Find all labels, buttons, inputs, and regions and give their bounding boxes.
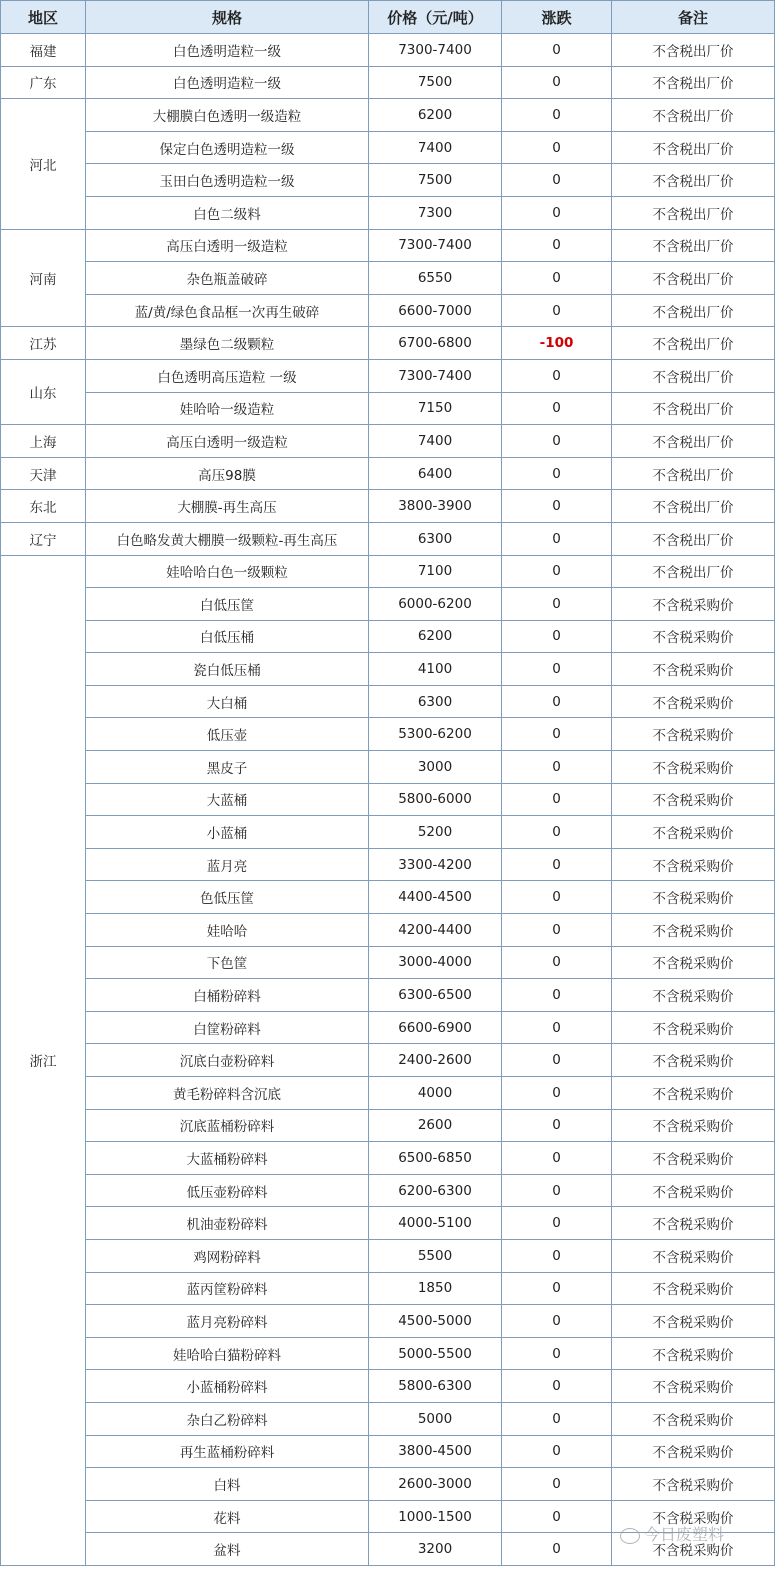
price-cell: 3000-4000	[369, 946, 502, 979]
price-cell: 6600-6900	[369, 1011, 502, 1044]
header-spec: 规格	[86, 1, 369, 34]
change-cell: 0	[502, 359, 612, 392]
table-row	[1, 1077, 775, 1110]
table-row	[1, 1142, 775, 1175]
price-cell: 6300-6500	[369, 979, 502, 1012]
price-cell: 6300	[369, 685, 502, 718]
note-cell: 不含税采购价	[612, 1402, 775, 1435]
spec-cell: 白色透明造粒一级	[86, 34, 369, 67]
spec-cell: 白低压桶	[86, 620, 369, 653]
change-cell: 0	[502, 34, 612, 67]
change-cell: 0	[502, 1337, 612, 1370]
change-cell: 0	[502, 620, 612, 653]
price-cell: 7100	[369, 555, 502, 588]
price-cell: 6000-6200	[369, 588, 502, 621]
table-row	[1, 1272, 775, 1305]
spec-cell: 低压壶粉碎料	[86, 1174, 369, 1207]
change-cell: 0	[502, 1077, 612, 1110]
price-cell: 3200	[369, 1533, 502, 1566]
price-cell: 5500	[369, 1239, 502, 1272]
spec-cell: 蓝丙筐粉碎料	[86, 1272, 369, 1305]
table-row	[1, 783, 775, 816]
price-cell: 6700-6800	[369, 327, 502, 360]
table-row	[1, 490, 775, 523]
price-cell: 4100	[369, 653, 502, 686]
price-cell: 3800-4500	[369, 1435, 502, 1468]
change-cell: 0	[502, 131, 612, 164]
change-cell: 0	[502, 718, 612, 751]
price-cell: 6550	[369, 262, 502, 295]
region-cell: 上海	[1, 425, 86, 458]
spec-cell: 白色二级料	[86, 196, 369, 229]
price-cell: 6600-7000	[369, 294, 502, 327]
table-row	[1, 66, 775, 99]
spec-cell: 娃哈哈一级造粒	[86, 392, 369, 425]
change-cell: 0	[502, 946, 612, 979]
table-row	[1, 425, 775, 458]
change-cell: 0	[502, 881, 612, 914]
table-row	[1, 1207, 775, 1240]
spec-cell: 杂白乙粉碎料	[86, 1402, 369, 1435]
table-row	[1, 588, 775, 621]
spec-cell: 大棚膜白色透明一级造粒	[86, 99, 369, 132]
change-cell: 0	[502, 685, 612, 718]
price-cell: 6200	[369, 620, 502, 653]
price-cell: 7400	[369, 131, 502, 164]
change-cell: 0	[502, 1370, 612, 1403]
note-cell: 不含税出厂价	[612, 522, 775, 555]
price-cell: 7300-7400	[369, 34, 502, 67]
note-cell: 不含税采购价	[612, 881, 775, 914]
table-row	[1, 1109, 775, 1142]
note-cell: 不含税采购价	[612, 848, 775, 881]
table-row	[1, 881, 775, 914]
table-row	[1, 979, 775, 1012]
table-row	[1, 131, 775, 164]
price-cell: 7300-7400	[369, 359, 502, 392]
spec-cell: 下色筐	[86, 946, 369, 979]
change-cell: 0	[502, 294, 612, 327]
price-cell: 3800-3900	[369, 490, 502, 523]
table-row	[1, 555, 775, 588]
spec-cell: 大白桶	[86, 685, 369, 718]
price-cell: 5800-6300	[369, 1370, 502, 1403]
note-cell: 不含税采购价	[612, 1337, 775, 1370]
price-cell: 1850	[369, 1272, 502, 1305]
price-cell: 5300-6200	[369, 718, 502, 751]
change-cell: 0	[502, 783, 612, 816]
table-row	[1, 1468, 775, 1501]
spec-cell: 沉底蓝桶粉碎料	[86, 1109, 369, 1142]
note-cell: 不含税出厂价	[612, 229, 775, 262]
note-cell: 不含税采购价	[612, 1077, 775, 1110]
spec-cell: 高压白透明一级造粒	[86, 229, 369, 262]
spec-cell: 娃哈哈	[86, 914, 369, 947]
price-cell: 5000-5500	[369, 1337, 502, 1370]
region-cell: 辽宁	[1, 522, 86, 555]
table-row	[1, 1370, 775, 1403]
note-cell: 不含税出厂价	[612, 425, 775, 458]
spec-cell: 白色透明造粒一级	[86, 66, 369, 99]
change-cell: 0	[502, 979, 612, 1012]
price-cell: 6200	[369, 99, 502, 132]
spec-cell: 黑皮子	[86, 751, 369, 784]
price-cell: 6400	[369, 457, 502, 490]
spec-cell: 花料	[86, 1500, 369, 1533]
change-cell: 0	[502, 196, 612, 229]
spec-cell: 盆料	[86, 1533, 369, 1566]
region-cell: 东北	[1, 490, 86, 523]
note-cell: 不含税出厂价	[612, 164, 775, 197]
change-cell: 0	[502, 1109, 612, 1142]
spec-cell: 白料	[86, 1468, 369, 1501]
table-body	[1, 34, 775, 1566]
region-cell: 广东	[1, 66, 86, 99]
note-cell: 不含税出厂价	[612, 359, 775, 392]
spec-cell: 机油壶粉碎料	[86, 1207, 369, 1240]
spec-cell: 小蓝桶	[86, 816, 369, 849]
price-cell: 7150	[369, 392, 502, 425]
change-cell: 0	[502, 653, 612, 686]
table-row	[1, 294, 775, 327]
region-cell: 河南	[1, 229, 86, 327]
change-cell: 0	[502, 1142, 612, 1175]
table-header	[1, 1, 775, 34]
note-cell: 不含税出厂价	[612, 99, 775, 132]
spec-cell: 低压壶	[86, 718, 369, 751]
change-cell: 0	[502, 1435, 612, 1468]
note-cell: 不含税出厂价	[612, 131, 775, 164]
region-cell: 福建	[1, 34, 86, 67]
note-cell: 不含税采购价	[612, 1011, 775, 1044]
spec-cell: 玉田白色透明造粒一级	[86, 164, 369, 197]
note-cell: 不含税采购价	[612, 1207, 775, 1240]
price-cell: 4000	[369, 1077, 502, 1110]
spec-cell: 白色略发黄大棚膜一级颗粒-再生高压	[86, 522, 369, 555]
table-row	[1, 718, 775, 751]
change-cell: 0	[502, 848, 612, 881]
price-cell: 4200-4400	[369, 914, 502, 947]
price-cell: 6500-6850	[369, 1142, 502, 1175]
spec-cell: 大蓝桶	[86, 783, 369, 816]
spec-cell: 娃哈哈白色一级颗粒	[86, 555, 369, 588]
spec-cell: 瓷白低压桶	[86, 653, 369, 686]
spec-cell: 娃哈哈白猫粉碎料	[86, 1337, 369, 1370]
note-cell: 不含税采购价	[612, 1435, 775, 1468]
change-cell: 0	[502, 164, 612, 197]
change-cell: 0	[502, 229, 612, 262]
price-cell: 4000-5100	[369, 1207, 502, 1240]
note-cell: 不含税采购价	[612, 1370, 775, 1403]
header-price: 价格（元/吨）	[369, 1, 502, 34]
spec-cell: 白低压筐	[86, 588, 369, 621]
change-cell: 0	[502, 1207, 612, 1240]
change-cell: 0	[502, 1239, 612, 1272]
change-cell: 0	[502, 1174, 612, 1207]
header-change: 涨跌	[502, 1, 612, 34]
header-note: 备注	[612, 1, 775, 34]
note-cell: 不含税采购价	[612, 588, 775, 621]
note-cell: 不含税采购价	[612, 718, 775, 751]
spec-cell: 杂色瓶盖破碎	[86, 262, 369, 295]
table-row	[1, 1011, 775, 1044]
table-row	[1, 1337, 775, 1370]
table-row	[1, 1402, 775, 1435]
table-row	[1, 1239, 775, 1272]
note-cell: 不含税出厂价	[612, 262, 775, 295]
change-cell: 0	[502, 392, 612, 425]
change-cell: 0	[502, 1402, 612, 1435]
note-cell: 不含税采购价	[612, 1305, 775, 1338]
spec-cell: 再生蓝桶粉碎料	[86, 1435, 369, 1468]
price-cell: 6300	[369, 522, 502, 555]
spec-cell: 高压98膜	[86, 457, 369, 490]
price-cell: 2600-3000	[369, 1468, 502, 1501]
price-cell: 3000	[369, 751, 502, 784]
table-row	[1, 1533, 775, 1566]
table-row	[1, 1435, 775, 1468]
change-cell: 0	[502, 1468, 612, 1501]
note-cell: 不含税采购价	[612, 816, 775, 849]
region-cell: 浙江	[1, 555, 86, 1565]
price-cell: 7500	[369, 164, 502, 197]
change-cell: 0	[502, 490, 612, 523]
table-row	[1, 522, 775, 555]
note-cell: 不含税采购价	[612, 1533, 775, 1566]
region-cell: 山东	[1, 359, 86, 424]
note-cell: 不含税采购价	[612, 1272, 775, 1305]
note-cell: 不含税采购价	[612, 946, 775, 979]
change-cell: 0	[502, 262, 612, 295]
spec-cell: 沉底白壶粉碎料	[86, 1044, 369, 1077]
change-cell: 0	[502, 1533, 612, 1566]
change-cell: 0	[502, 66, 612, 99]
change-cell: -100	[502, 327, 612, 360]
spec-cell: 白筐粉碎料	[86, 1011, 369, 1044]
note-cell: 不含税采购价	[612, 620, 775, 653]
note-cell: 不含税采购价	[612, 751, 775, 784]
note-cell: 不含税采购价	[612, 653, 775, 686]
region-cell: 江苏	[1, 327, 86, 360]
note-cell: 不含税采购价	[612, 1468, 775, 1501]
note-cell: 不含税采购价	[612, 1500, 775, 1533]
table-row	[1, 457, 775, 490]
spec-cell: 白色透明高压造粒 一级	[86, 359, 369, 392]
price-cell: 4500-5000	[369, 1305, 502, 1338]
change-cell: 0	[502, 555, 612, 588]
header-region: 地区	[1, 1, 86, 34]
note-cell: 不含税出厂价	[612, 66, 775, 99]
change-cell: 0	[502, 1011, 612, 1044]
spec-cell: 小蓝桶粉碎料	[86, 1370, 369, 1403]
price-cell: 2600	[369, 1109, 502, 1142]
spec-cell: 色低压筐	[86, 881, 369, 914]
price-cell: 5000	[369, 1402, 502, 1435]
spec-cell: 保定白色透明造粒一级	[86, 131, 369, 164]
spec-cell: 蓝月亮粉碎料	[86, 1305, 369, 1338]
price-cell: 3300-4200	[369, 848, 502, 881]
table-row	[1, 685, 775, 718]
change-cell: 0	[502, 1272, 612, 1305]
table-row	[1, 1044, 775, 1077]
spec-cell: 大棚膜-再生高压	[86, 490, 369, 523]
header-row	[1, 1, 775, 34]
note-cell: 不含税采购价	[612, 1239, 775, 1272]
change-cell: 0	[502, 425, 612, 458]
price-cell: 7500	[369, 66, 502, 99]
note-cell: 不含税采购价	[612, 914, 775, 947]
change-cell: 0	[502, 588, 612, 621]
note-cell: 不含税出厂价	[612, 555, 775, 588]
spec-cell: 鸡网粉碎料	[86, 1239, 369, 1272]
change-cell: 0	[502, 914, 612, 947]
change-cell: 0	[502, 816, 612, 849]
table-row	[1, 99, 775, 132]
note-cell: 不含税出厂价	[612, 294, 775, 327]
change-cell: 0	[502, 99, 612, 132]
price-cell: 6200-6300	[369, 1174, 502, 1207]
note-cell: 不含税采购价	[612, 1142, 775, 1175]
table-row	[1, 196, 775, 229]
note-cell: 不含税出厂价	[612, 196, 775, 229]
table-row	[1, 327, 775, 360]
price-cell: 5200	[369, 816, 502, 849]
price-cell: 7400	[369, 425, 502, 458]
change-cell: 0	[502, 522, 612, 555]
note-cell: 不含税采购价	[612, 783, 775, 816]
spec-cell: 黄毛粉碎料含沉底	[86, 1077, 369, 1110]
table-row	[1, 620, 775, 653]
table-row	[1, 946, 775, 979]
table-row	[1, 262, 775, 295]
table-row	[1, 1174, 775, 1207]
note-cell: 不含税出厂价	[612, 392, 775, 425]
spec-cell: 墨绿色二级颗粒	[86, 327, 369, 360]
note-cell: 不含税采购价	[612, 1174, 775, 1207]
region-cell: 河北	[1, 99, 86, 229]
price-cell: 7300-7400	[369, 229, 502, 262]
note-cell: 不含税出厂价	[612, 457, 775, 490]
table-row	[1, 392, 775, 425]
change-cell: 0	[502, 1305, 612, 1338]
spec-cell: 高压白透明一级造粒	[86, 425, 369, 458]
table-row	[1, 816, 775, 849]
watermark-text: 今日废塑料	[644, 1525, 725, 1544]
table-row	[1, 653, 775, 686]
price-cell: 7300	[369, 196, 502, 229]
note-cell: 不含税采购价	[612, 685, 775, 718]
note-cell: 不含税采购价	[612, 1044, 775, 1077]
change-cell: 0	[502, 1044, 612, 1077]
spec-cell: 白桶粉碎料	[86, 979, 369, 1012]
table-row	[1, 848, 775, 881]
table-row	[1, 1305, 775, 1338]
spec-cell: 大蓝桶粉碎料	[86, 1142, 369, 1175]
price-cell: 4400-4500	[369, 881, 502, 914]
price-cell: 2400-2600	[369, 1044, 502, 1077]
note-cell: 不含税出厂价	[612, 490, 775, 523]
table-row	[1, 164, 775, 197]
table-row	[1, 914, 775, 947]
table-row	[1, 751, 775, 784]
note-cell: 不含税出厂价	[612, 327, 775, 360]
table-row	[1, 229, 775, 262]
region-cell: 天津	[1, 457, 86, 490]
table-row	[1, 34, 775, 67]
spec-cell: 蓝月亮	[86, 848, 369, 881]
change-cell: 0	[502, 1500, 612, 1533]
table-row	[1, 1500, 775, 1533]
price-cell: 5800-6000	[369, 783, 502, 816]
change-cell: 0	[502, 457, 612, 490]
note-cell: 不含税采购价	[612, 979, 775, 1012]
spec-cell: 蓝/黄/绿色食品框一次再生破碎	[86, 294, 369, 327]
note-cell: 不含税采购价	[612, 1109, 775, 1142]
table-row	[1, 359, 775, 392]
note-cell: 不含税出厂价	[612, 34, 775, 67]
price-cell: 1000-1500	[369, 1500, 502, 1533]
change-cell: 0	[502, 751, 612, 784]
